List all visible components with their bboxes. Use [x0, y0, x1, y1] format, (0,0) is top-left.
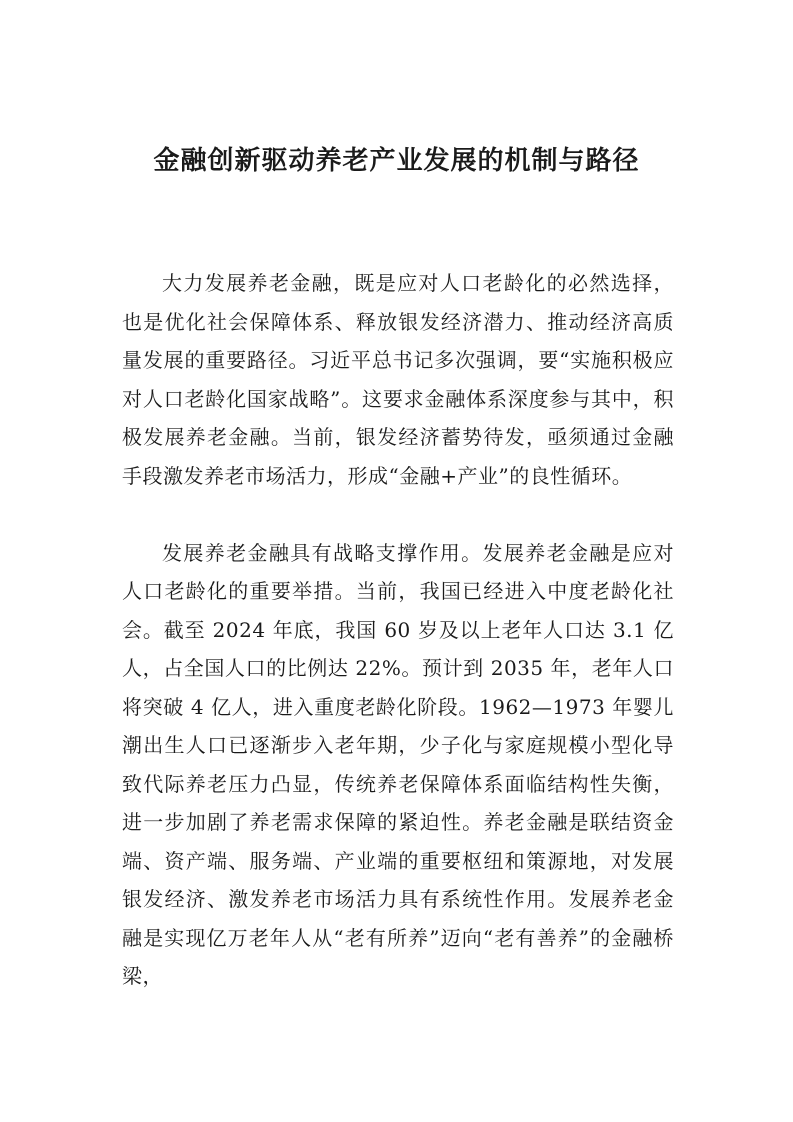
document-title: 金融创新驱动养老产业发展的机制与路径 [153, 146, 640, 177]
paragraph-1: 大力发展养老金融，既是应对人口老龄化的必然选择，也是优化社会保障体系、释放银发经济潜力、推动经济高质量发展的重要路径。习近平总书记多次强调，要“实施积极应对人口老龄化国家战略”。这要求金融体系深度参与其中，积极发展养老金融。当前，银发经济蓄势待发，亟须通过金融手段激发养老市场活力，形成“金融+产业”的良性循环。 [122, 271, 674, 488]
document-body [122, 264, 674, 996]
paragraph-2: 发展养老金融具有战略支撑作用。发展养老金融是应对人口老龄化的重要举措。当前，我国已经进入中度老龄化社会。截至 2024 年底，我国 60 岁及以上老年人口达 3.1 亿人，占全国人口的比例达 22%。预计到 2035 年，老年人口将突破 4 亿人，进入重度老龄化阶段。1962—1973 年婴儿潮出生人口已逐渐步入老年期，少子化与家庭规模小型化导致代际养老压力凸显，传统养老保障体系面临结构性失衡，进一步加剧了养老需求保障的紧迫性。养老金融是联结资金端、资产端、服务端、产业端的重要枢纽和策源地，对发展银发经济、激发养老市场活力具有系统性作用。发展养老金融是实现亿万老年人从“老有所养”迈向“老有善养”的金融桥梁， [122, 540, 674, 988]
